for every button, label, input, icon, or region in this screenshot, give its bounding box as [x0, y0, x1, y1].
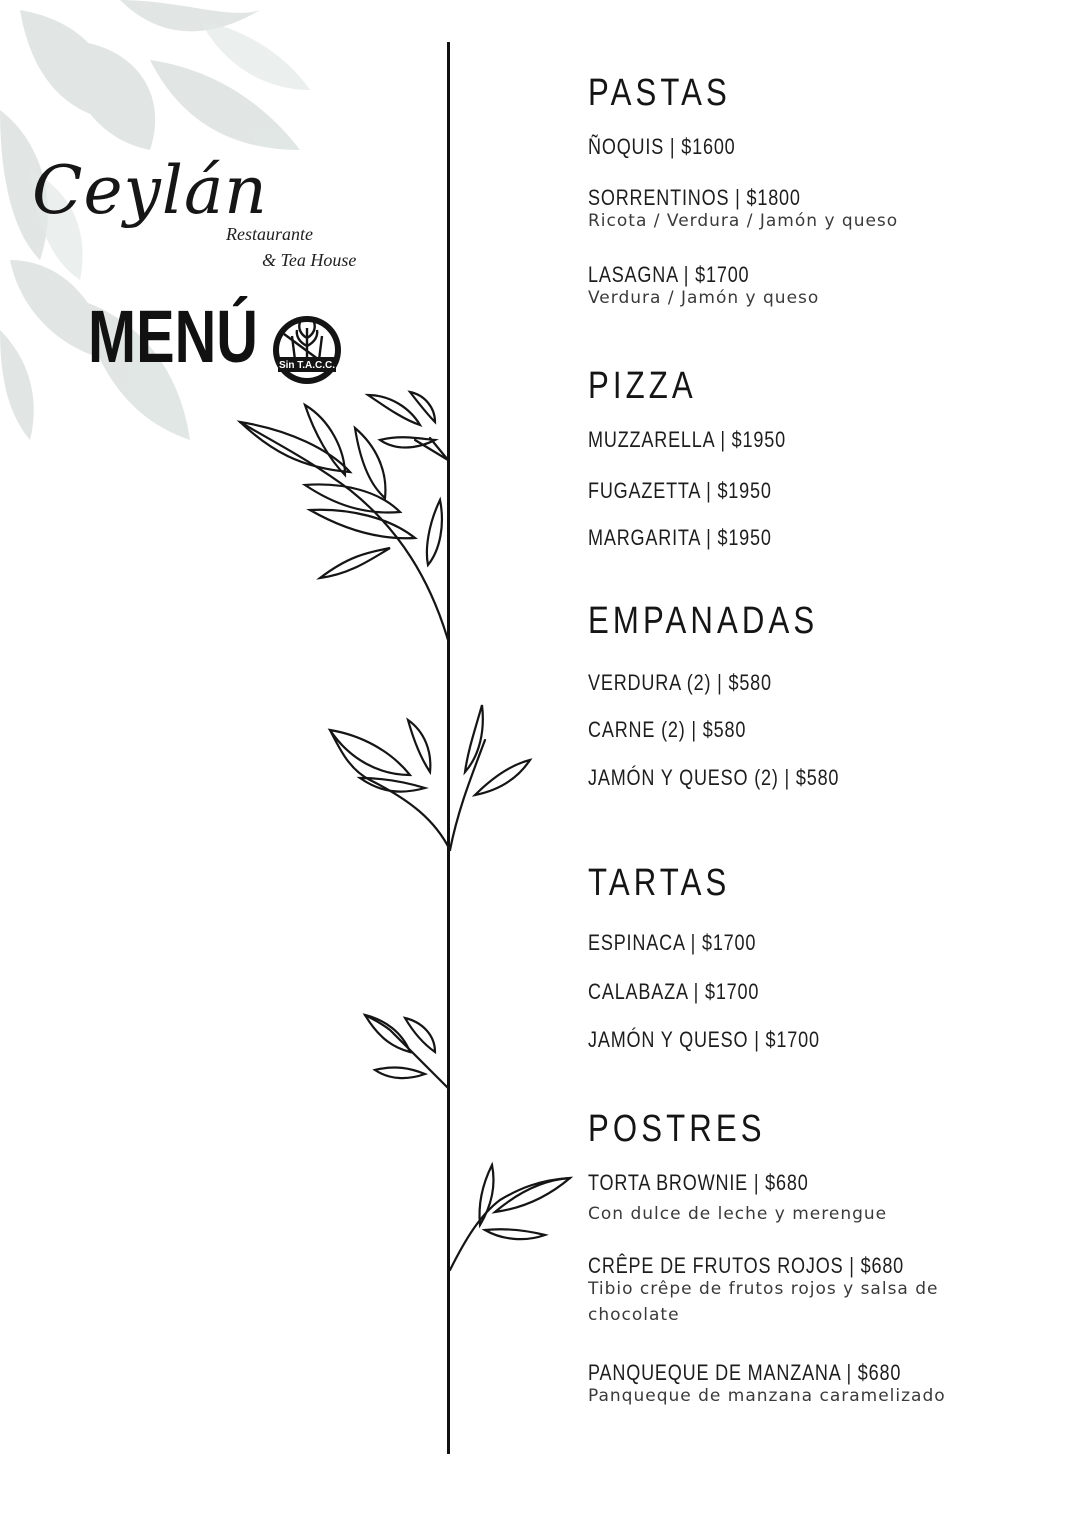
brand-name: Ceylán	[32, 152, 268, 229]
section-title: PASTAS	[588, 72, 731, 114]
item-description: Verdura / Jamón y queso	[588, 288, 820, 308]
menu-item	[588, 1255, 973, 1328]
item-description: Tibio crêpe de frutos rojos y salsa de chocolate	[588, 1279, 939, 1325]
item-description: Con dulce de leche y merengue	[588, 1204, 888, 1224]
menu-item	[588, 1029, 871, 1051]
menu-item	[588, 932, 793, 954]
item-name: ESPINACA | $1700	[588, 930, 757, 955]
section-title: POSTRES	[588, 1108, 766, 1150]
item-name: SORRENTINOS | $1800	[588, 185, 801, 210]
menu-item	[588, 264, 968, 312]
menu-item	[588, 672, 812, 694]
item-name: LASAGNA | $1700	[588, 262, 750, 287]
item-name: JAMÓN Y QUESO (2) | $580	[588, 765, 840, 790]
menu-item	[588, 527, 812, 549]
item-description: Ricota / Verdura / Jamón y queso	[588, 211, 899, 231]
section-title: PIZZA	[588, 365, 697, 407]
menu-title: MENÚ	[88, 295, 258, 378]
menu-item	[588, 767, 894, 789]
item-name: FUGAZETTA | $1950	[588, 478, 772, 503]
brand-subtitle-tea-house: & Tea House	[262, 250, 357, 270]
menu-item	[588, 136, 768, 158]
badge-label: Sin T.A.C.C.	[278, 360, 336, 371]
menu-item	[588, 981, 797, 1003]
botanical-branch-illustration	[230, 380, 590, 1300]
menu-item	[588, 719, 781, 741]
item-name: ÑOQUIS | $1600	[588, 134, 736, 159]
menu-item	[588, 429, 829, 451]
item-description: Panqueque de manzana caramelizado	[588, 1386, 946, 1406]
item-name: PANQUEQUE DE MANZANA | $680	[588, 1360, 902, 1385]
item-name: MUZZARELLA | $1950	[588, 427, 786, 452]
item-name: CARNE (2) | $580	[588, 717, 747, 742]
section-pastas	[588, 72, 1068, 308]
section-title: TARTAS	[588, 862, 731, 904]
item-name: MARGARITA | $1950	[588, 525, 772, 550]
section-title: EMPANADAS	[588, 600, 819, 642]
item-name: TORTA BROWNIE | $680	[588, 1170, 809, 1195]
section-tartas	[588, 862, 1068, 1052]
section-empanadas	[588, 600, 1068, 790]
sin-tacc-badge	[270, 310, 344, 386]
menu-item	[588, 1172, 968, 1228]
item-name: CRÊPE DE FRUTOS ROJOS | $680	[588, 1253, 905, 1278]
item-name: JAMÓN Y QUESO | $1700	[588, 1027, 820, 1052]
brand-logo	[32, 152, 372, 278]
item-name: VERDURA (2) | $580	[588, 670, 772, 695]
menu-item	[588, 1362, 970, 1410]
wheat-crossed-icon	[270, 310, 344, 386]
section-pizza	[588, 365, 1068, 550]
brand-subtitle-restaurante: Restaurante	[226, 224, 313, 244]
menu-item	[588, 480, 812, 502]
item-name: CALABAZA | $1700	[588, 979, 760, 1004]
section-postres	[588, 1108, 1068, 1406]
menu-item	[588, 187, 968, 235]
